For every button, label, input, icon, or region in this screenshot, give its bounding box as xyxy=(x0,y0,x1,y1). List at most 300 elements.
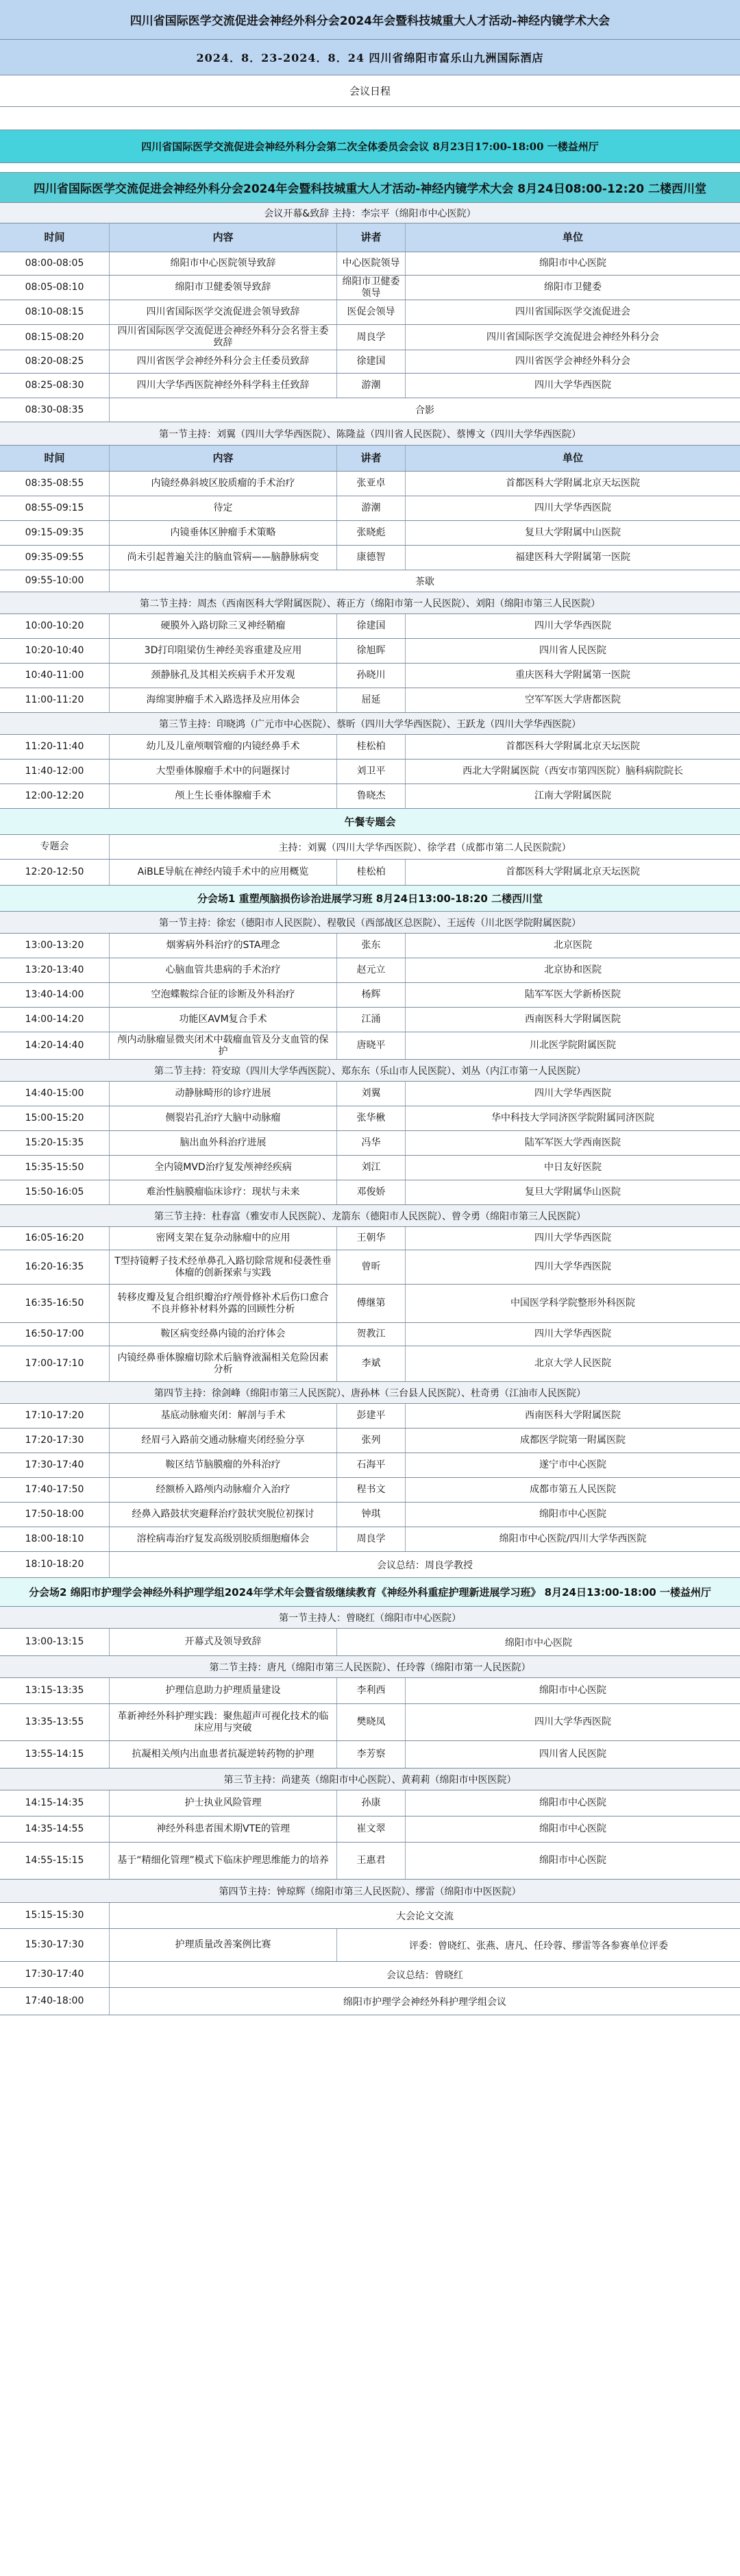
time-cell: 09:55-10:00 xyxy=(0,570,110,592)
time-cell: 16:20-16:35 xyxy=(0,1250,110,1284)
merged-cell: 会议总结：曾晓红 xyxy=(386,1969,463,1981)
content-cell: 经眉弓入路前交通动脉瘤夹闭经验分享 xyxy=(110,1429,337,1453)
speaker-cell: 徐建国 xyxy=(337,614,406,638)
sub1-s2-chairs xyxy=(0,1060,740,1082)
unit-cell: 中国医学科学院整形外科医院 xyxy=(510,1298,635,1309)
lunch-chairs-text: 主持：刘翼（四川大学华西医院）、徐学君（成都市第二人民医院院） xyxy=(278,842,571,853)
time-cell: 11:40-12:00 xyxy=(0,760,110,783)
unit-cell: 成都市第五人民医院 xyxy=(530,1484,616,1495)
time-cell: 17:40-18:00 xyxy=(0,1988,110,2015)
table-row xyxy=(0,1453,740,1478)
s3-chairs-text: 第三节主持：印晓鸿（广元市中心医院）、蔡昕（四川大学华西医院）、王跃龙（四川大学华西医院） xyxy=(159,718,581,730)
content-cell: 经额桥入路颅内动脉瘤介入治疗 xyxy=(110,1478,337,1502)
speaker-cell: 曾昕 xyxy=(337,1250,406,1284)
time-cell: 13:40-14:00 xyxy=(0,983,110,1007)
time-cell: 15:00-15:20 xyxy=(0,1106,110,1130)
table-row xyxy=(0,472,740,496)
merged-cell: 绵阳市护理学会神经外科护理学组会议 xyxy=(343,1996,506,2008)
content-cell: 护士执业风险管理 xyxy=(110,1790,337,1816)
time-cell: 14:55-15:15 xyxy=(0,1843,110,1879)
s2-chairs-text: 第二节主持：周杰（西南医科大学附属医院）、蒋正方（绵阳市第一人民医院）、刘阳（绵阳市第三人民医院） xyxy=(140,598,600,609)
time-cell: 18:00-18:10 xyxy=(0,1527,110,1551)
unit-cell: 首都医科大学附属北京天坛医院 xyxy=(506,478,640,489)
time-cell: 13:00-13:20 xyxy=(0,934,110,958)
unit-cell: 遂宁市中心医院 xyxy=(539,1459,606,1470)
table-row xyxy=(0,639,740,664)
content-cell: 四川省医学会神经外科分会主任委员致辞 xyxy=(110,350,337,373)
content-cell: 心脑血管共患病的手术治疗 xyxy=(110,958,337,982)
content-cell: 抗凝相关颅内出血患者抗凝逆转药物的护理 xyxy=(110,1741,337,1768)
content-cell: 溶栓病毒治疗复发高级别胶质细胞瘤体会 xyxy=(110,1527,337,1551)
table-row xyxy=(0,300,740,325)
time-cell: 15:35-15:50 xyxy=(0,1156,110,1180)
speaker-cell: 游潮 xyxy=(337,374,406,398)
speaker-cell: 樊晓凤 xyxy=(337,1704,406,1740)
speaker-cell: 石海平 xyxy=(337,1453,406,1477)
speaker-cell: 游潮 xyxy=(337,496,406,520)
time-cell: 08:05-08:10 xyxy=(0,276,110,300)
table-row xyxy=(0,1527,740,1552)
table-row xyxy=(0,958,740,983)
s1-chairs-text: 第一节主持：刘翼（四川大学华西医院）、陈隆益（四川省人民医院）、蔡博文（四川大学华西医院） xyxy=(159,428,581,440)
table-row xyxy=(0,614,740,639)
table-row xyxy=(0,1429,740,1453)
lunch-chairs-row xyxy=(0,835,740,860)
time-cell: 11:20-11:40 xyxy=(0,735,110,759)
content-cell: 四川省国际医学交流促进会神经外科分会名誉主委致辞 xyxy=(110,325,337,350)
date-venue-text: 2024．8．23-2024．8．24 四川省绵阳市富乐山九洲国际酒店 xyxy=(196,51,544,64)
sub2-s2-chairs xyxy=(0,1656,740,1678)
time-cell: 17:30-17:40 xyxy=(0,1962,110,1987)
unit-cell: 四川大学华西医院 xyxy=(534,1261,611,1272)
table-row xyxy=(0,1629,740,1656)
time-cell: 08:10-08:15 xyxy=(0,300,110,324)
content-cell: 颈静脉孔及其相关疾病手术开发观 xyxy=(110,664,337,688)
main-session-title-text: 四川省国际医学交流促进会神经外科分会2024年会暨科技城重大人才活动-神经内镜学术大会 8月24日08:00-12:20 二楼西川堂 xyxy=(34,182,706,196)
speaker-cell: 张晓彪 xyxy=(337,521,406,545)
table-row xyxy=(0,1285,740,1323)
unit-cell: 四川大学华西医院 xyxy=(534,1088,611,1099)
time-cell: 15:20-15:35 xyxy=(0,1131,110,1155)
table-row xyxy=(0,760,740,784)
merged-cell: 会议总结：周良学教授 xyxy=(377,1559,473,1571)
unit-cell: 川北医学院附属医院 xyxy=(530,1040,616,1051)
speaker-cell: 冯华 xyxy=(337,1131,406,1155)
table-row xyxy=(0,1106,740,1131)
table-row xyxy=(0,1816,740,1843)
content-cell: 空泡蝶鞍综合征的诊断及外科治疗 xyxy=(110,983,337,1007)
speaker-cell: 屈延 xyxy=(337,688,406,712)
unit-cell: 西北大学附属医院（西安市第四医院）脑科病院院长 xyxy=(463,766,683,777)
time-cell: 13:35-13:55 xyxy=(0,1704,110,1740)
sub1-s3-chairs xyxy=(0,1205,740,1227)
content-cell: AiBLE导航在神经内镜手术中的应用概览 xyxy=(110,860,337,885)
time-cell: 12:20-12:50 xyxy=(0,860,110,885)
table-row xyxy=(0,1346,740,1382)
speaker-cell: 贺教江 xyxy=(337,1323,406,1346)
content-cell: 基底动脉瘤夹闭：解剖与手术 xyxy=(110,1404,337,1428)
unit-cell: 西南医科大学附属医院 xyxy=(525,1410,621,1421)
opening-chairs xyxy=(0,203,740,223)
committee-meeting-text: 四川省国际医学交流促进会神经外科分会第二次全体委员会会议 8月23日17:00-18:00 一楼益州厅 xyxy=(141,141,599,153)
time-cell: 08:20-08:25 xyxy=(0,350,110,373)
unit-cell: 四川省人民医院 xyxy=(539,645,606,656)
content-cell: 绵阳市中心医院领导致辞 xyxy=(110,252,337,275)
time-cell: 11:00-11:20 xyxy=(0,688,110,712)
table-row xyxy=(0,1404,740,1429)
content-cell: 鞍区结节脑膜瘤的外科治疗 xyxy=(110,1453,337,1477)
content-cell: 内镜经鼻垂体腺瘤切除术后脑脊液漏相关危险因素分析 xyxy=(110,1346,337,1381)
sub1-s1-chairs-text: 第一节主持：徐宏（德阳市人民医院）、程敬民（西部战区总医院）、王远传（川北医学院附属医院） xyxy=(159,917,581,929)
table-row xyxy=(0,1032,740,1060)
sub1-s1-chairs xyxy=(0,912,740,934)
spacer xyxy=(0,163,740,173)
content-cell: 侧裂岩孔治疗大脑中动脉瘤 xyxy=(110,1106,337,1130)
speaker-cell: 张东 xyxy=(337,934,406,958)
table-row xyxy=(0,784,740,809)
agenda-label-text: 会议日程 xyxy=(349,85,391,97)
column-header-content: 内容 xyxy=(110,446,337,471)
unit-cell: 绵阳市中心医院 xyxy=(539,1797,606,1808)
lunch-title-text: 午餐专题会 xyxy=(344,816,396,828)
unit-cell: 绵阳市中心医院 xyxy=(539,1509,606,1520)
time-cell: 17:00-17:10 xyxy=(0,1346,110,1381)
unit-cell: 陆军军医大学新桥医院 xyxy=(525,989,621,1000)
lunch-title xyxy=(0,809,740,835)
content-cell: 待定 xyxy=(110,496,337,520)
date-venue xyxy=(0,40,740,75)
content-cell: 四川大学华西医院神经外科学科主任致辞 xyxy=(110,374,337,398)
unit-cell: 北京协和医院 xyxy=(544,964,602,975)
content-cell: 3D打印阻梁仿生神经美容重建及应用 xyxy=(110,639,337,663)
sub2-title-text: 分会场2 绵阳市护理学会神经外科护理学组2024年学术年会暨省级继续教育《神经外科重症护理新进展学习班》 8月24日13:00-18:00 一楼益州厅 xyxy=(29,1586,711,1599)
unit-cell: 重庆医科大学附属第一医院 xyxy=(515,670,630,681)
time-cell: 17:50-18:00 xyxy=(0,1503,110,1527)
speaker-cell: 江涌 xyxy=(337,1008,406,1032)
speaker-cell: 钟琪 xyxy=(337,1503,406,1527)
table-row xyxy=(0,1988,740,2015)
speaker-cell: 医促会领导 xyxy=(337,300,406,324)
unit-cell: 复旦大学附属华山医院 xyxy=(525,1187,621,1198)
unit-cell: 四川省国际医学交流促进会 xyxy=(515,306,630,317)
speaker-cell: 王惠君 xyxy=(337,1843,406,1879)
content-cell: 转移皮瓣及复合组织瓣治疗颅骨修补术后伤口愈合不良并修补材料外露的回顾性分析 xyxy=(110,1285,337,1322)
content-cell: 内镜垂体区肿瘤手术策略 xyxy=(110,521,337,545)
speaker-cell: 桂松柏 xyxy=(337,735,406,759)
speaker-cell: 鲁晓杰 xyxy=(337,784,406,808)
column-header-unit: 单位 xyxy=(562,452,583,464)
speaker-cell: 周良学 xyxy=(337,325,406,350)
table-row xyxy=(0,1704,740,1741)
speaker-cell: 徐旭晖 xyxy=(337,639,406,663)
content-cell: 颅上生长垂体腺瘤手术 xyxy=(110,784,337,808)
time-cell: 10:00-10:20 xyxy=(0,614,110,638)
time-cell: 08:30-08:35 xyxy=(0,398,110,422)
speaker-cell: 孙晓川 xyxy=(337,664,406,688)
merged-cell: 茶歇 xyxy=(415,576,434,587)
table-row xyxy=(0,860,740,886)
unit-cell: 四川省国际医学交流促进会神经外科分会 xyxy=(486,331,659,343)
unit-cell: 绵阳市中心医院/四川大学华西医院 xyxy=(499,1533,647,1544)
unit-cell: 复旦大学附属中山医院 xyxy=(525,527,621,538)
unit-cell: 四川省医学会神经外科分会 xyxy=(515,356,630,367)
time-cell: 09:35-09:55 xyxy=(0,546,110,570)
content-cell: 鞍区病变经鼻内镜的治疗体会 xyxy=(110,1323,337,1346)
table-row xyxy=(0,1227,740,1250)
time-cell: 15:50-16:05 xyxy=(0,1180,110,1204)
time-cell: 17:30-17:40 xyxy=(0,1453,110,1477)
unit-cell: 绵阳市中心医院 xyxy=(539,258,606,269)
s1-chairs xyxy=(0,422,740,446)
unit-cell: 成都医学院第一附属医院 xyxy=(520,1435,626,1446)
unit-cell: 绵阳市中心医院 xyxy=(539,1823,606,1834)
content-cell: 脑出血外科治疗进展 xyxy=(110,1131,337,1155)
speaker-cell: 中心医院领导 xyxy=(337,252,406,275)
sub1-s4-chairs xyxy=(0,1382,740,1404)
time-cell: 15:15-15:30 xyxy=(0,1903,110,1928)
table-row xyxy=(0,570,740,592)
time-cell: 16:05-16:20 xyxy=(0,1227,110,1250)
speaker-cell: 刘翼 xyxy=(337,1082,406,1106)
time-cell: 17:20-17:30 xyxy=(0,1429,110,1453)
unit-cell: 四川大学华西医院 xyxy=(534,502,611,513)
table-row xyxy=(0,664,740,688)
column-header-speaker: 讲者 xyxy=(337,446,406,471)
content-cell: 内镜经鼻斜坡区胶质瘤的手术治疗 xyxy=(110,472,337,496)
agenda-label xyxy=(0,75,740,107)
speaker-cell: 张列 xyxy=(337,1429,406,1453)
table-row xyxy=(0,934,740,958)
time-cell: 12:00-12:20 xyxy=(0,784,110,808)
speaker-cell: 彭建平 xyxy=(337,1404,406,1428)
time-cell: 16:50-17:00 xyxy=(0,1323,110,1346)
time-cell: 08:25-08:30 xyxy=(0,374,110,398)
content-cell: 颅内动脉瘤显微夹闭术中载瘤血管及分支血管的保护 xyxy=(110,1032,337,1059)
table-row xyxy=(0,1790,740,1816)
table-row xyxy=(0,252,740,276)
time-cell: 14:40-15:00 xyxy=(0,1082,110,1106)
speaker-cell: 李斌 xyxy=(337,1346,406,1381)
unit-cell: 陆军军医大学西南医院 xyxy=(525,1137,621,1148)
column-header-time: 时间 xyxy=(0,223,110,252)
table-row xyxy=(0,496,740,521)
time-cell: 14:15-14:35 xyxy=(0,1790,110,1816)
time-cell: 10:40-11:00 xyxy=(0,664,110,688)
unit-cell: 江南大学附属医院 xyxy=(534,790,611,801)
main-session-title xyxy=(0,173,740,203)
content-cell: T型持镜孵子技术经单鼻孔入路切除常规和侵袭性垂体瘤的创新探索与实践 xyxy=(110,1250,337,1284)
content-cell: 大型垂体腺瘤手术中的问题探讨 xyxy=(110,760,337,783)
content-cell: 革新神经外科护理实践：聚焦超声可视化技术的临床应用与突破 xyxy=(110,1704,337,1740)
table-row xyxy=(0,276,740,300)
table-row xyxy=(0,1929,740,1962)
time-cell: 09:15-09:35 xyxy=(0,521,110,545)
unit-cell: 福建医科大学附属第一医院 xyxy=(515,552,630,563)
committee-meeting xyxy=(0,130,740,163)
content-cell: 神经外科患者围术期VTE的管理 xyxy=(110,1816,337,1842)
unit-cell: 四川大学华西医院 xyxy=(534,380,611,391)
column-header-content: 内容 xyxy=(110,223,337,252)
time-cell: 14:00-14:20 xyxy=(0,1008,110,1032)
table-row xyxy=(0,688,740,713)
content-cell: 烟雾病外科治疗的STA理念 xyxy=(110,934,337,958)
table-row xyxy=(0,1741,740,1769)
sub1-s3-chairs-text: 第三节主持：杜春富（雅安市人民医院）、龙箭东（德阳市人民医院）、曾令勇（绵阳市第三人民医院） xyxy=(154,1211,586,1222)
speaker-cell: 李利西 xyxy=(337,1678,406,1703)
lunch-chairs-label: 专题会 xyxy=(0,835,110,859)
speaker-cell: 刘卫平 xyxy=(337,760,406,783)
unit-cell: 北京大学人民医院 xyxy=(534,1358,611,1369)
unit-cell: 首都医科大学附属北京天坛医院 xyxy=(506,741,640,752)
content-cell: 密网支架在复杂动脉瘤中的应用 xyxy=(110,1227,337,1250)
table-row xyxy=(0,983,740,1008)
time-cell: 15:30-17:30 xyxy=(0,1929,110,1961)
unit-cell: 四川大学华西医院 xyxy=(534,620,611,631)
table-row xyxy=(0,1180,740,1205)
table-row xyxy=(0,374,740,398)
table-row xyxy=(0,1503,740,1527)
speaker-cell: 唐晓平 xyxy=(337,1032,406,1059)
speaker-cell: 康德智 xyxy=(337,546,406,570)
content-cell: 开幕式及领导致辞 xyxy=(110,1629,337,1655)
s3-chairs xyxy=(0,713,740,735)
content-cell: 动静脉畸形的诊疗进展 xyxy=(110,1082,337,1106)
time-cell: 13:15-13:35 xyxy=(0,1678,110,1703)
sub1-title-text: 分会场1 重塑颅脑损伤诊治进展学习班 8月24日13:00-18:20 二楼西川堂 xyxy=(197,892,543,905)
time-cell: 17:40-17:50 xyxy=(0,1478,110,1502)
spacer-text xyxy=(0,107,740,130)
speaker-cell: 周良学 xyxy=(337,1527,406,1551)
sub2-title xyxy=(0,1578,740,1607)
content-cell: 全内镜MVD治疗复发颅神经疾病 xyxy=(110,1156,337,1180)
unit-cell: 西南医科大学附属医院 xyxy=(525,1014,621,1025)
content-cell: 护理质量改善案例比赛 xyxy=(110,1929,337,1961)
unit-cell: 中日友好医院 xyxy=(544,1162,602,1173)
sub1-s2-chairs-text: 第二节主持：符安琼（四川大学华西医院）、郑东东（乐山市人民医院）、刘丛（内江市第一人民医院） xyxy=(154,1065,586,1077)
unit-cell: 华中科技大学同济医学院附属同济医院 xyxy=(491,1113,654,1123)
table-row xyxy=(0,1082,740,1106)
sub2-s1-chairs-text: 第一节主持人：曾晓红（绵阳市中心医院） xyxy=(279,1612,461,1624)
speaker-cell: 李芳察 xyxy=(337,1741,406,1768)
table-row xyxy=(0,1843,740,1880)
speaker-cell: 崔文翠 xyxy=(337,1816,406,1842)
table-row xyxy=(0,325,740,350)
sub1-s4-chairs-text: 第四节主持：徐剑峰（绵阳市第三人民医院）、唐孙林（三台县人民医院）、杜奇勇（江油市人民医院） xyxy=(154,1387,586,1399)
table-row xyxy=(0,735,740,760)
time-cell: 08:35-08:55 xyxy=(0,472,110,496)
time-cell: 14:35-14:55 xyxy=(0,1816,110,1842)
table-row xyxy=(0,350,740,374)
unit-cell: 四川大学华西医院 xyxy=(534,1328,611,1339)
speaker-cell: 王朝华 xyxy=(337,1227,406,1250)
time-cell: 17:10-17:20 xyxy=(0,1404,110,1428)
time-cell: 14:20-14:40 xyxy=(0,1032,110,1059)
speaker-cell: 绵阳市卫健委领导 xyxy=(337,276,406,300)
opening-chairs-text: 会议开幕&致辞 主持：李宗平（绵阳市中心医院） xyxy=(264,208,476,219)
unit-cell: 北京医院 xyxy=(554,940,592,951)
unit-cell: 绵阳市中心医院 xyxy=(505,1637,572,1649)
time-cell: 08:00-08:05 xyxy=(0,252,110,275)
column-header-time: 时间 xyxy=(0,446,110,471)
column-header-unit: 单位 xyxy=(562,231,583,243)
unit-cell: 绵阳市卫健委 xyxy=(544,282,602,293)
content-cell: 尚未引起普遍关注的脑血管病——脑静脉病变 xyxy=(110,546,337,570)
content-cell: 海绵窦肿瘤手术入路选择及应用体会 xyxy=(110,688,337,712)
content-cell: 功能区AVM复合手术 xyxy=(110,1008,337,1032)
table-row xyxy=(0,1478,740,1503)
s2-chairs xyxy=(0,592,740,614)
speaker-cell: 杨辉 xyxy=(337,983,406,1007)
page-title xyxy=(0,0,740,40)
time-cell: 13:55-14:15 xyxy=(0,1741,110,1768)
table-row xyxy=(0,1552,740,1578)
speaker-cell: 刘江 xyxy=(337,1156,406,1180)
unit-cell: 绵阳市中心医院 xyxy=(539,1855,606,1866)
speaker-cell: 赵元立 xyxy=(337,958,406,982)
table-row xyxy=(0,1131,740,1156)
table-row xyxy=(0,1678,740,1704)
table-row xyxy=(0,1008,740,1032)
sub2-s2-chairs-text: 第二节主持：唐凡（绵阳市第三人民医院）、任玲蓉（绵阳市第一人民医院） xyxy=(209,1662,531,1673)
time-cell: 10:20-10:40 xyxy=(0,639,110,663)
unit-cell: 首都医科大学附属北京天坛医院 xyxy=(506,866,640,877)
unit-cell: 四川省人民医院 xyxy=(539,1749,606,1760)
speaker-cell: 傅继第 xyxy=(337,1285,406,1322)
time-cell: 13:00-13:15 xyxy=(0,1629,110,1655)
speaker-cell: 孙康 xyxy=(337,1790,406,1816)
speaker-cell: 徐建国 xyxy=(337,350,406,373)
time-cell: 16:35-16:50 xyxy=(0,1285,110,1322)
merged-cell: 合影 xyxy=(415,405,434,416)
content-cell: 经鼻入路鼓状突避释治疗鼓状突脱位初探讨 xyxy=(110,1503,337,1527)
table-row xyxy=(0,546,740,570)
content-cell: 基于“精细化管理”模式下临床护理思维能力的培养 xyxy=(110,1843,337,1879)
column-header-row xyxy=(0,223,740,252)
table-row xyxy=(0,521,740,546)
unit-cell: 四川大学华西医院 xyxy=(534,1716,611,1727)
table-row xyxy=(0,1903,740,1929)
table-row xyxy=(0,1250,740,1285)
unit-cell: 四川大学华西医院 xyxy=(534,1232,611,1243)
page-title-text: 四川省国际医学交流促进会神经外科分会2024年会暨科技城重大人才活动-神经内镜学术大会 xyxy=(130,14,610,28)
speaker-cell: 程书文 xyxy=(337,1478,406,1502)
sub2-s1-chairs xyxy=(0,1607,740,1629)
speaker-cell: 邓俊娇 xyxy=(337,1180,406,1204)
time-cell: 18:10-18:20 xyxy=(0,1552,110,1577)
sub2-s4-chairs xyxy=(0,1880,740,1903)
spacer xyxy=(0,107,740,130)
sub2-s4-chairs-text: 第四节主持：钟琼辉（绵阳市第三人民医院）、缪雷（绵阳市中医医院） xyxy=(219,1886,521,1897)
merged-cell: 大会论文交流 xyxy=(396,1910,454,1922)
table-row xyxy=(0,1156,740,1180)
speaker-cell: 张华楸 xyxy=(337,1106,406,1130)
speaker-cell: 桂松柏 xyxy=(337,860,406,885)
content-cell: 难治性脑膜瘤临床诊疗：现状与未来 xyxy=(110,1180,337,1204)
time-cell: 08:55-09:15 xyxy=(0,496,110,520)
sub2-s3-chairs xyxy=(0,1769,740,1790)
time-cell: 08:15-08:20 xyxy=(0,325,110,350)
time-cell: 13:20-13:40 xyxy=(0,958,110,982)
content-cell: 四川省国际医学交流促进会领导致辞 xyxy=(110,300,337,324)
content-cell: 绵阳市卫健委领导致辞 xyxy=(110,276,337,300)
content-cell: 硬膜外入路切除三叉神经鞘瘤 xyxy=(110,614,337,638)
column-header-speaker: 讲者 xyxy=(337,223,406,252)
spacer-text xyxy=(0,163,740,172)
content-cell: 幼儿及儿童颅咽管瘤的内镜经鼻手术 xyxy=(110,735,337,759)
unit-cell: 空军军医大学唐都医院 xyxy=(525,694,621,705)
unit-cell: 评委：曾晓红、张燕、唐凡、任玲蓉、缪雷等各参赛单位评委 xyxy=(409,1940,668,1952)
column-header-row xyxy=(0,446,740,472)
